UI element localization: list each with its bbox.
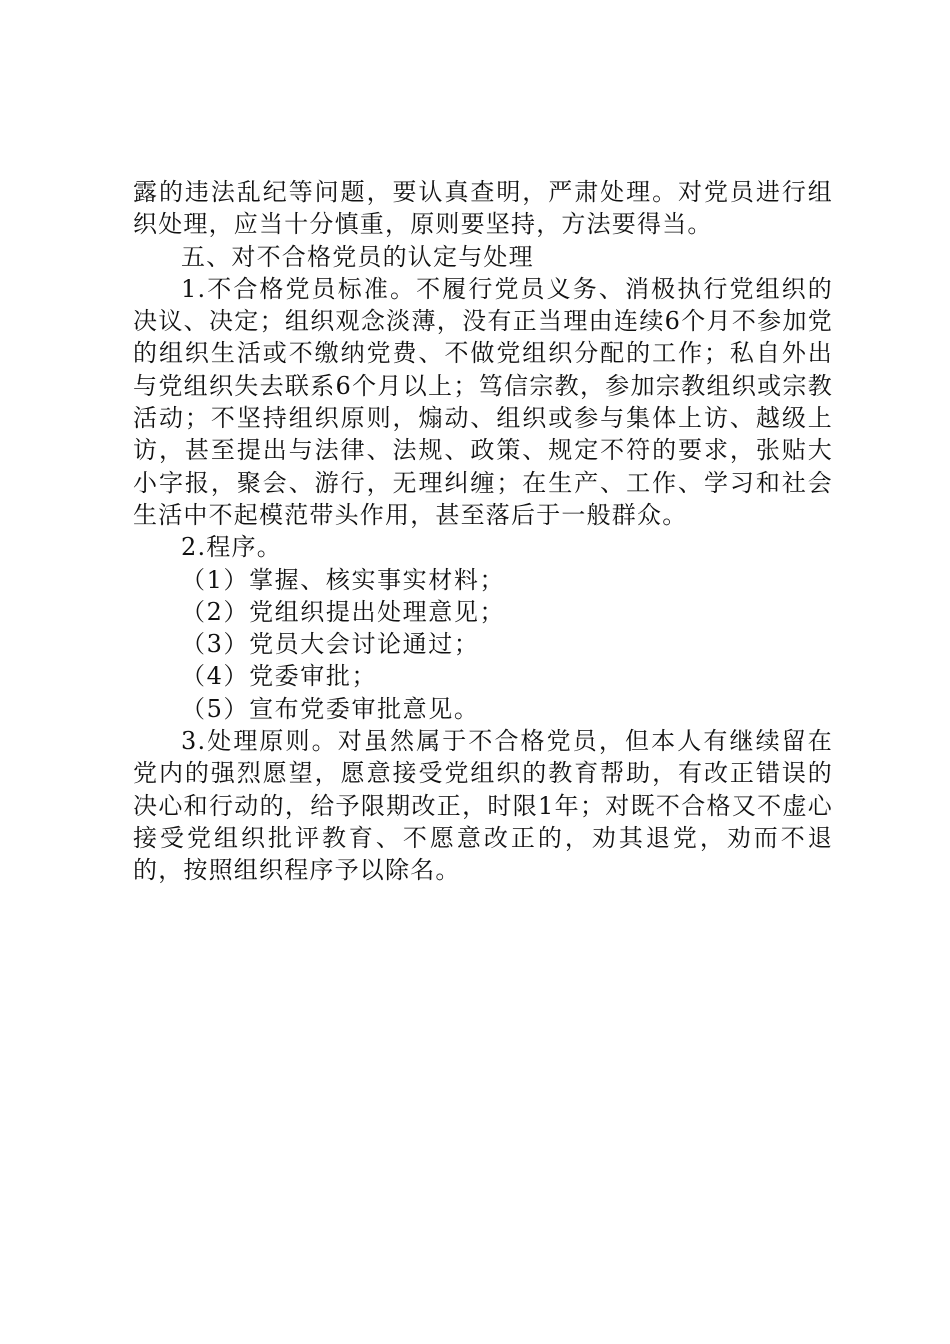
section-heading: 五、对不合格党员的认定与处理 — [181, 242, 534, 271]
procedure-step-5: （5）宣布党委审批意见。 — [181, 694, 480, 723]
procedure-step-3: （3）党员大会讨论通过； — [181, 630, 480, 659]
procedure-step-2: （2）党组织提出处理意见； — [181, 597, 506, 626]
paragraph-principles: 3.处理原则。对虽然属于不合格党员，但本人有继续留在党内的强烈愿望，愿意接受党组织的教育帮助，有改正错误的决心和行动的，给予限期改正，时限1年；对既不合格又不虚心接受党组织批评教育、不愿意改正的，劝其退党，劝而不退的，按照组织程序予以除名。 — [133, 727, 833, 885]
procedure-step-1: （1）掌握、核实事实材料； — [181, 565, 506, 594]
document-body — [133, 176, 833, 887]
procedure-step-4: （4）党委审批； — [181, 662, 378, 691]
paragraph-procedure-title: 2.程序。 — [181, 533, 282, 562]
paragraph-standards: 1.不合格党员标准。不履行党员义务、消极执行党组织的决议、决定；组织观念淡薄，没有正当理由连续6个月不参加党的组织生活或不缴纳党费、不做党组织分配的工作；私自外出与党组织失去联系6个月以上；笃信宗教，参加宗教组织或宗教活动；不坚持组织原则，煽动、组织或参与集体上访、越级上访，甚至提出与法律、法规、政策、规定不符的要求，张贴大小字报，聚会、游行，无理纠缠；在生产、工作、学习和社会生活中不起模范带头作用，甚至落后于一般群众。 — [133, 274, 833, 529]
paragraph-continuation: 露的违法乱纪等问题，要认真查明，严肃处理。对党员进行组织处理，应当十分慎重，原则要坚持，方法要得当。 — [133, 178, 833, 239]
